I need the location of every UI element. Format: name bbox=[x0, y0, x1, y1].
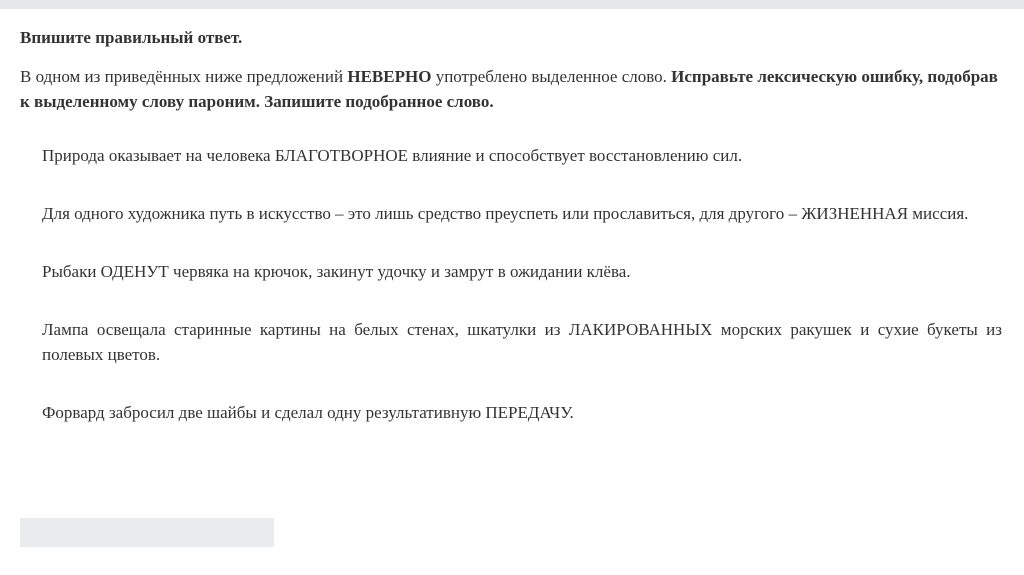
task-heading: Впишите правильный ответ. bbox=[20, 28, 243, 47]
instruction-emphasis: НЕВЕРНО bbox=[347, 67, 432, 86]
sentence-list bbox=[20, 143, 1002, 425]
task-instruction bbox=[20, 64, 1002, 114]
task-content bbox=[20, 26, 1002, 458]
instruction-part2: употреблено выделенное слово. bbox=[431, 67, 672, 86]
sentence-item: Форвард забросил две шайбы и сделал одну результативную ПЕРЕДАЧУ. bbox=[42, 403, 574, 422]
instruction-bold-line1: Исправьте лексическую ошибку, подобрав bbox=[671, 67, 998, 86]
sentence-item: Рыбаки ОДЕНУТ червяка на крючок, закинут удочку и замрут в ожидании клёва. bbox=[42, 262, 631, 281]
sentence-item: Лампа освещала старинные картины на белых стенах, шкатулки из ЛАКИРОВАННЫХ морских ракушек и сухие букеты из полевых цветов. bbox=[42, 320, 1002, 364]
sentence-item: Для одного художника путь в искусство – это лишь средство преуспеть или прославиться, для другого – ЖИЗНЕННАЯ миссия. bbox=[42, 204, 969, 223]
instruction-bold-line2: к выделенному слову пароним. Запишите подобранное слово. bbox=[20, 92, 494, 111]
sentence-item: Природа оказывает на человека БЛАГОТВОРНОЕ влияние и способствует восстановлению сил. bbox=[42, 146, 743, 165]
answer-input[interactable] bbox=[20, 518, 274, 547]
top-bar bbox=[0, 0, 1024, 9]
instruction-part1: В одном из приведённых ниже предложений bbox=[20, 67, 348, 86]
